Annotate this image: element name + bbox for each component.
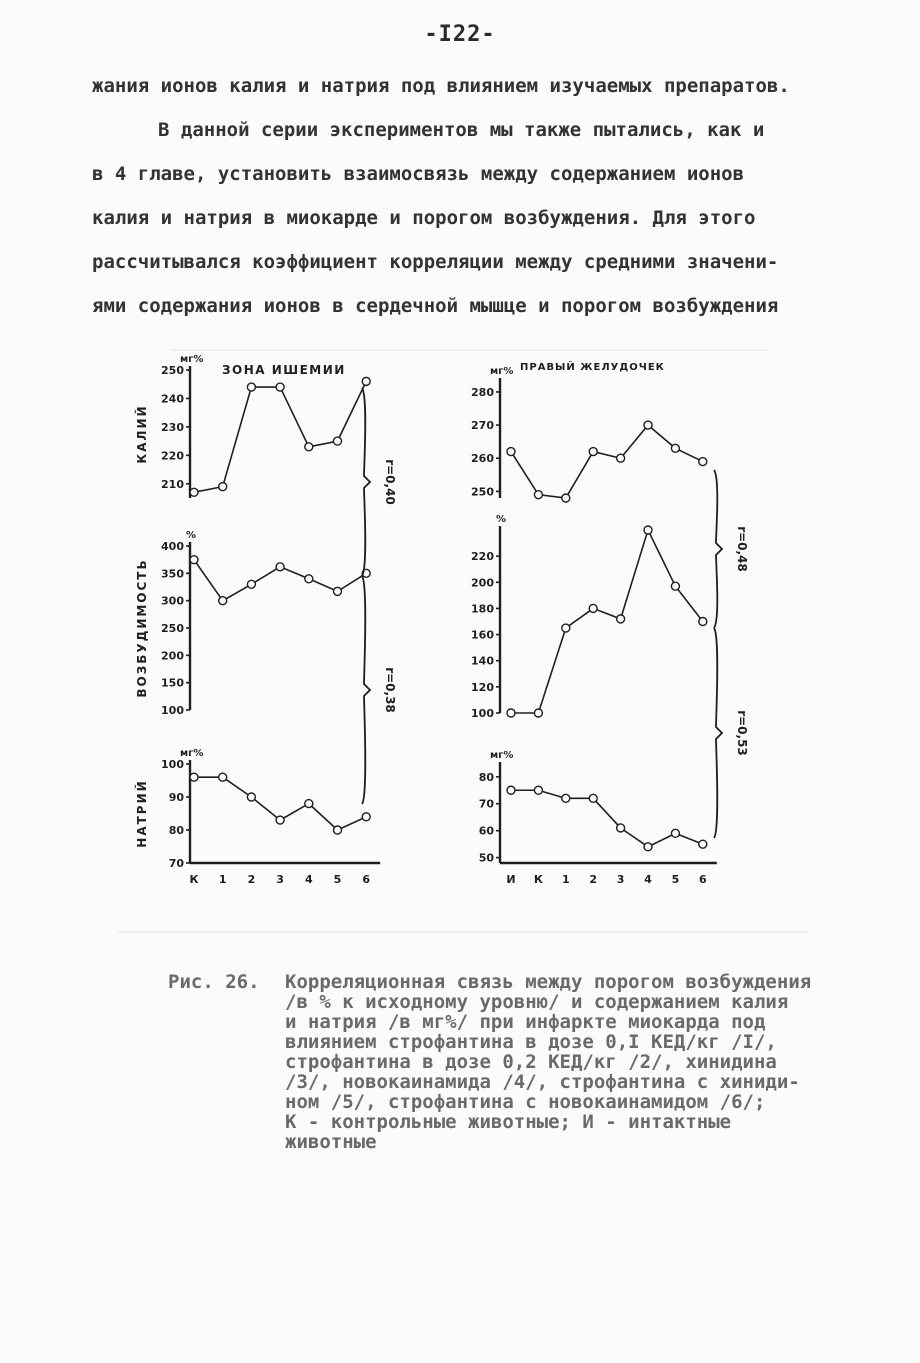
caption-line: строфантина в дозе 0,2 КЕД/кг /2/, хинидина — [285, 1051, 777, 1073]
brace — [714, 628, 722, 838]
correlation-label: r=0,38 — [383, 667, 397, 713]
data-point — [362, 377, 370, 385]
data-point — [699, 618, 707, 626]
y-tick-label: 230 — [161, 420, 184, 434]
y-tick-label: 70 — [168, 857, 184, 870]
x-tick-label: 6 — [362, 873, 371, 886]
data-point — [699, 458, 707, 466]
x-tick-label: К — [533, 873, 543, 886]
y-tick-label: 240 — [161, 392, 184, 406]
brace — [362, 576, 370, 804]
data-point — [276, 383, 284, 391]
data-point — [334, 437, 342, 445]
y-tick-label: 220 — [471, 550, 494, 564]
x-tick-label: 4 — [304, 873, 313, 886]
y-tick-label: 100 — [161, 704, 184, 717]
y-tick-label: 90 — [168, 791, 184, 804]
data-point — [671, 582, 679, 590]
data-point — [276, 563, 284, 571]
data-point — [644, 526, 652, 534]
text-line: калия и натрия в миокарде и порогом возбуждения. Для этого — [92, 207, 756, 229]
data-point — [617, 454, 625, 462]
data-point — [589, 448, 597, 456]
brace — [362, 388, 370, 576]
unit-label: % — [186, 530, 197, 541]
data-point — [305, 800, 313, 808]
x-tick-label: 2 — [589, 873, 598, 886]
text-line: ями содержания ионов в сердечной мышце и порогом возбуждения — [92, 295, 779, 317]
data-point — [507, 709, 515, 717]
data-point — [589, 604, 597, 612]
data-point — [562, 624, 570, 632]
data-point — [276, 816, 284, 824]
data-point — [671, 829, 679, 837]
data-point — [362, 813, 370, 821]
y-tick-label: 160 — [471, 628, 494, 642]
data-point — [190, 773, 198, 781]
caption-line: /3/, новокаинамида /4/, строфантина с хиниди- — [285, 1071, 800, 1093]
brace — [714, 470, 722, 628]
correlation-label: r=0,53 — [735, 710, 749, 756]
data-point — [617, 615, 625, 623]
data-point — [247, 580, 255, 588]
y-tick-label: 80 — [168, 824, 184, 837]
unit-label: мг% — [490, 750, 514, 761]
unit-label: мг% — [490, 366, 514, 377]
page-number: -I22- — [424, 22, 496, 47]
caption-line: ном /5/, строфантина с новокаинамидом /6/; — [285, 1091, 766, 1113]
text-line: рассчитывался коэффициент корреляции между средними значени- — [92, 251, 779, 273]
caption-line: К - контрольные животные; И - интактные — [285, 1111, 732, 1133]
data-point — [617, 824, 625, 832]
x-tick-label: 1 — [218, 873, 227, 886]
data-point — [219, 483, 227, 491]
data-point — [644, 843, 652, 851]
y-tick-label: 400 — [161, 540, 184, 553]
data-point — [699, 840, 707, 848]
caption-line: и натрия /в мг%/ при инфаркте миокарда под — [285, 1011, 766, 1033]
unit-label: мг% — [180, 354, 204, 365]
y-tick-label: 60 — [478, 824, 494, 838]
y-tick-label: 200 — [471, 576, 494, 590]
body-paragraph — [92, 64, 882, 328]
y-axis-title: НАТРИЙ — [135, 779, 149, 848]
data-point — [507, 448, 515, 456]
unit-label: % — [496, 514, 507, 525]
correlation-label: r=0,40 — [383, 459, 397, 505]
y-tick-label: 140 — [471, 654, 494, 668]
left-panel-title: ЗОНА ИШЕМИИ — [222, 363, 346, 377]
x-tick-label: К — [189, 873, 199, 886]
data-point — [247, 793, 255, 801]
data-point — [247, 383, 255, 391]
y-tick-label: 150 — [161, 676, 184, 690]
data-point — [562, 794, 570, 802]
series-line — [511, 530, 703, 713]
y-tick-label: 280 — [471, 385, 494, 399]
x-tick-label: И — [506, 873, 516, 886]
x-tick-label: 3 — [616, 873, 625, 886]
y-tick-label: 220 — [161, 449, 184, 463]
data-point — [589, 794, 597, 802]
x-tick-label: 3 — [276, 873, 284, 886]
data-point — [644, 421, 652, 429]
x-tick-label: 4 — [644, 873, 652, 886]
data-point — [562, 494, 570, 502]
data-point — [534, 786, 542, 794]
data-point — [219, 773, 227, 781]
correlation-label: r=0,48 — [735, 526, 749, 572]
data-point — [507, 786, 515, 794]
data-point — [190, 488, 198, 496]
y-tick-label: 350 — [161, 567, 184, 581]
y-tick-label: 250 — [471, 485, 494, 499]
series-line — [511, 790, 703, 847]
data-point — [334, 826, 342, 834]
x-tick-label: 2 — [247, 873, 256, 886]
y-tick-label: 120 — [471, 680, 494, 694]
y-tick-label: 80 — [478, 770, 494, 784]
data-point — [334, 587, 342, 595]
y-tick-label: 260 — [471, 452, 494, 466]
text-line: В данной серии экспериментов мы также пытались, как и — [158, 119, 765, 141]
data-point — [305, 443, 313, 451]
x-tick-label: 5 — [671, 873, 680, 886]
data-point — [219, 597, 227, 605]
data-point — [305, 575, 313, 583]
series-line — [511, 425, 703, 498]
caption-label: Рис. 26. — [168, 971, 260, 993]
y-tick-label: 250 — [161, 622, 184, 635]
unit-label: мг% — [180, 748, 204, 759]
figure-svg — [118, 330, 808, 940]
data-point — [534, 491, 542, 499]
y-tick-label: 210 — [161, 477, 184, 491]
caption-line: животные — [285, 1131, 377, 1153]
text-line: жания ионов калия и натрия под влиянием изучаемых препаратов. — [92, 75, 790, 97]
x-tick-label: 1 — [561, 873, 570, 886]
caption-line: влиянием строфантина в дозе 0,I КЕД/кг /I/, — [285, 1031, 777, 1053]
x-tick-label: 5 — [333, 873, 342, 886]
y-tick-label: 200 — [161, 649, 184, 663]
caption-text — [285, 972, 885, 1152]
figure-26 — [118, 330, 808, 940]
x-tick-label: 6 — [698, 873, 707, 886]
data-point — [534, 709, 542, 717]
y-tick-label: 250 — [161, 364, 184, 377]
series-line — [194, 381, 366, 492]
right-panel-title: ПРАВЫЙ ЖЕЛУДОЧЕК — [520, 362, 665, 373]
y-tick-label: 50 — [478, 851, 494, 865]
y-tick-label: 300 — [161, 594, 184, 608]
text-line: в 4 главе, установить взаимосвязь между содержанием ионов — [92, 163, 745, 185]
y-tick-label: 70 — [478, 797, 494, 811]
y-tick-label: 270 — [471, 419, 494, 433]
y-tick-label: 180 — [471, 602, 494, 616]
data-point — [671, 444, 679, 452]
y-tick-label: 100 — [161, 758, 184, 771]
caption-line: Корреляционная связь между порогом возбуждения — [285, 971, 812, 993]
caption-line: /в % к исходному уровню/ и содержанием калия — [285, 991, 789, 1013]
y-axis-title: ВОЗБУДИМОСТЬ — [135, 558, 149, 698]
data-point — [190, 556, 198, 564]
y-tick-label: 100 — [471, 707, 494, 720]
y-axis-title: КАЛИЙ — [135, 404, 149, 464]
